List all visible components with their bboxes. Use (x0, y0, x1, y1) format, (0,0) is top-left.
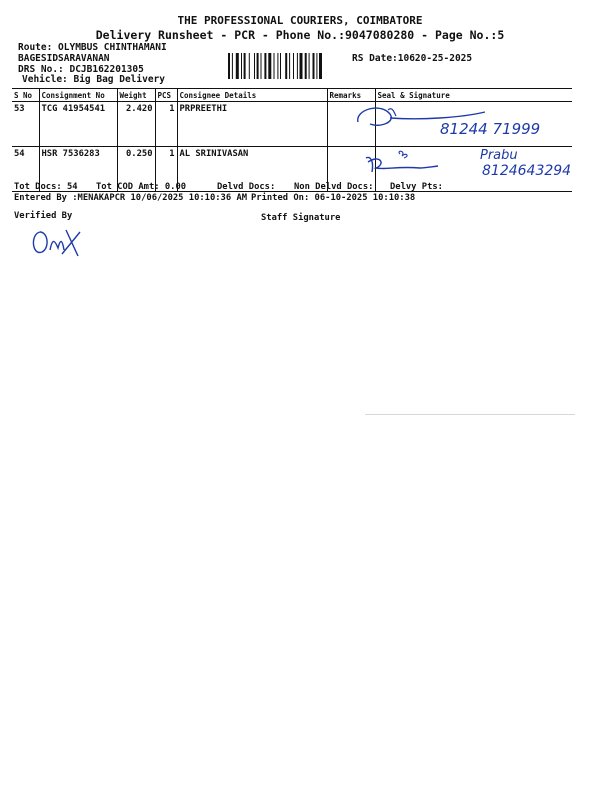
barcode-bar (264, 53, 266, 79)
tot-cod-amt: Tot COD Amt: 0.00 (96, 182, 187, 192)
delvd-docs: Delvd Docs: (217, 182, 276, 192)
verified-by-label: Verified By (14, 211, 73, 221)
barcode-bar (319, 53, 322, 79)
barcode-bar (313, 53, 315, 79)
col-consignment: Consignment No (39, 89, 117, 102)
barcode-bar (236, 53, 239, 79)
company-title: THE PROFESSIONAL COURIERS, COIMBATORE (177, 14, 423, 27)
entered-by: Entered By :MENAKAPCR 10/06/2025 10:10:36 AM (14, 193, 248, 203)
faint-line (365, 414, 575, 415)
barcode-bar (249, 53, 250, 79)
staff-signature-label: Staff Signature (261, 213, 341, 223)
barcode-bar (293, 53, 294, 79)
cell-consignment: TCG 41954541 (39, 102, 117, 147)
barcode-bar (244, 53, 246, 79)
vehicle-label: Vehicle: Big Bag Delivery (22, 74, 165, 85)
barcode-bar (300, 53, 303, 79)
cell-weight: 2.420 (117, 102, 155, 147)
printed-on: Printed On: 06-10-2025 10:10:38 (251, 193, 416, 203)
rs-date: RS Date:10620-25-2025 (352, 53, 473, 64)
cell-consignment: HSR 7536283 (39, 147, 117, 192)
barcode-bar (268, 53, 271, 79)
barcode-bar (309, 53, 310, 79)
barcode-bar (254, 53, 255, 79)
cell-sno: 54 (12, 147, 39, 192)
col-pcs: PCS (155, 89, 177, 102)
barcode-bar (228, 53, 230, 79)
barcode-bar (261, 53, 262, 79)
delvy-pts: Delvy Pts: (390, 182, 443, 192)
barcode (228, 53, 350, 79)
cell-pcs: 1 (155, 102, 177, 147)
barcode-bar (232, 53, 233, 79)
signature-row2-scribble (360, 148, 450, 182)
handwritten-phone-row1: 81244 71999 (440, 120, 541, 138)
barcode-bar (305, 53, 307, 79)
drs-label: DRS No.: DCJB162201305 (18, 64, 144, 75)
col-weight: Weight (117, 89, 155, 102)
runsheet-title: Delivery Runsheet - PCR - Phone No.:9047080280 - Page No.:5 (95, 28, 505, 42)
cell-consignee: AL SRINIVASAN (177, 147, 327, 192)
barcode-bar (289, 53, 290, 79)
cell-consignee: PRPREETHI (177, 102, 327, 147)
barcode-bar (277, 53, 278, 79)
barcode-bar (280, 53, 281, 79)
col-consignee: Consignee Details (177, 89, 327, 102)
verifier-signature (26, 222, 86, 262)
col-sno: S No (12, 89, 39, 102)
barcode-bar (285, 53, 287, 79)
cell-pcs: 1 (155, 147, 177, 192)
staff-label: BAGESIDSARAVANAN (18, 53, 110, 64)
cell-sno: 53 (12, 102, 39, 147)
route-label: Route: OLYMBUS CHINTHAMANI (18, 42, 167, 53)
barcode-bar (274, 53, 275, 79)
handwritten-phone-row2: 8124643294 (482, 163, 572, 179)
non-delvd-docs: Non Delvd Docs: (294, 182, 374, 192)
barcode-bar (257, 53, 259, 79)
col-remarks: Remarks (327, 89, 375, 102)
barcode-bar (297, 53, 298, 79)
handwritten-name-row2: Prabu (480, 148, 518, 163)
tot-docs: Tot Docs: 54 (14, 182, 78, 192)
col-seal-signature: Seal & Signature (375, 89, 572, 102)
cell-weight: 0.250 (117, 147, 155, 192)
barcode-bar (241, 53, 242, 79)
barcode-bar (316, 53, 317, 79)
